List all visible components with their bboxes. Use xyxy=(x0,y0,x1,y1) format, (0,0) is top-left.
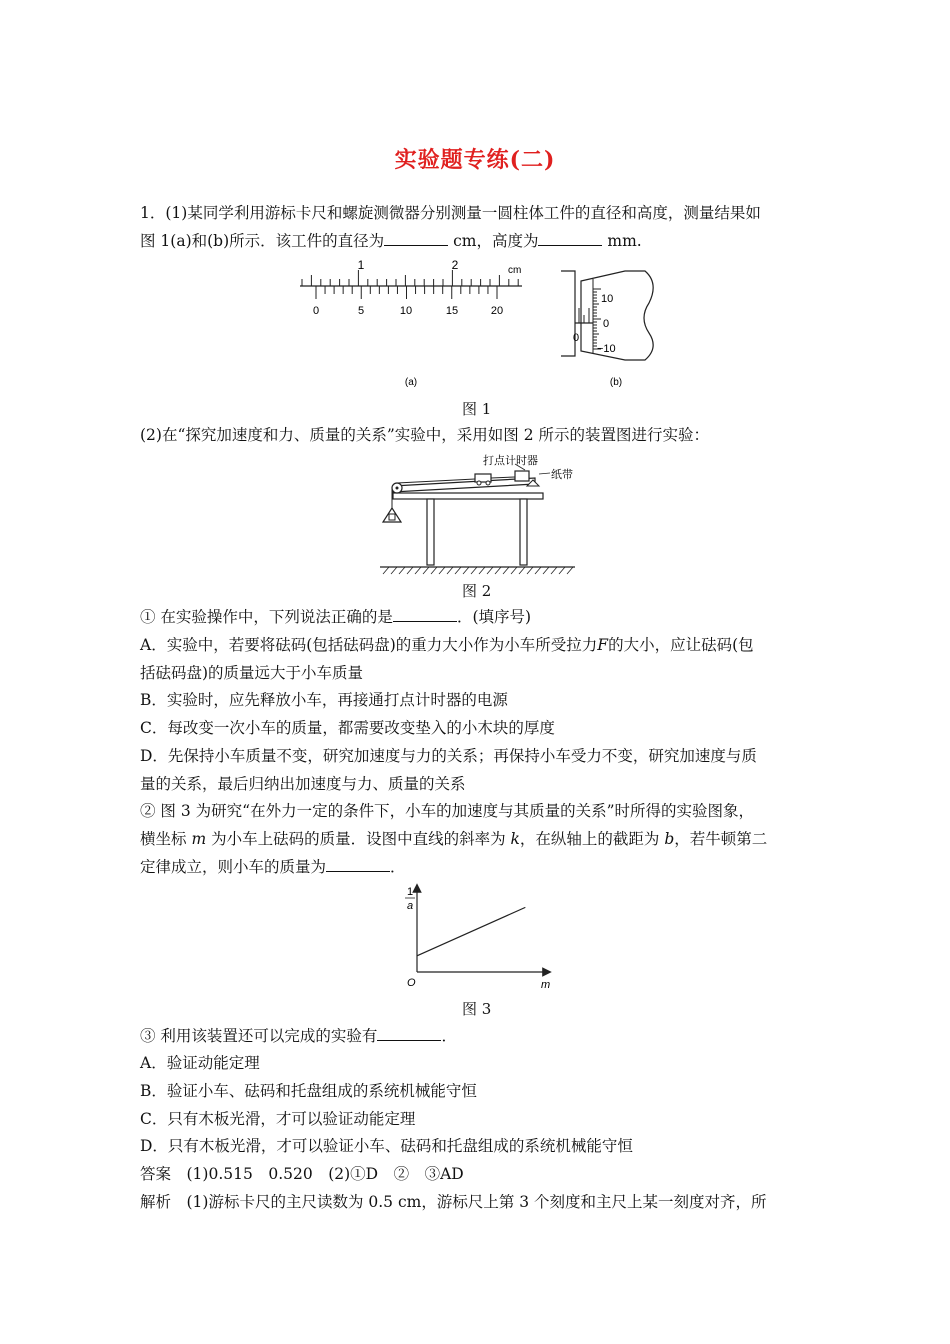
sub-question-2-line-1: ② 图 3 为研究“在外力一定的条件下，小车的加速度与其质量的关系”时所得的实验图象， xyxy=(140,802,754,820)
car-mass-blank[interactable] xyxy=(326,857,390,872)
analysis: 解析 (1)游标卡尺的主尺读数为 0.5 cm，游标尺上第 3 个刻度和主尺上某一刻度对齐，所 xyxy=(140,1193,767,1211)
unit-label: cm xyxy=(508,265,522,276)
sub-question-3-option-b: B．验证小车、砝码和托盘组成的系统机械能守恒 xyxy=(140,1082,477,1100)
vernier-label-10: 10 xyxy=(399,305,413,317)
vernier-label-15: 15 xyxy=(445,305,459,317)
sub-question-1-option-a-line-2: 括砝码盘)的质量远大于小车质量 xyxy=(140,664,364,682)
sub-question-3-option-d: D．只有木板光滑，才可以验证小车、砝码和托盘组成的系统机械能守恒 xyxy=(140,1137,633,1155)
series-line xyxy=(417,907,525,955)
figure-1b-label: (b) xyxy=(609,377,623,388)
sub-question-1-blank[interactable] xyxy=(393,607,457,622)
figure-1-caption: 图 1 xyxy=(462,400,492,418)
x-axis-label: m xyxy=(541,979,551,991)
figure-1a-label: (a) xyxy=(404,377,418,388)
figure-1a-vernier-caliper xyxy=(290,255,535,390)
sub-question-3-blank[interactable] xyxy=(377,1026,441,1041)
question-1-line-1: 1．(1)某同学利用游标卡尺和螺旋测微器分别测量一圆柱体工件的直径和高度，测量结果如 xyxy=(140,204,761,222)
vernier-label-5: 5 xyxy=(357,305,365,317)
sub-question-3-stem: ③ 利用该装置还可以完成的实验有 ． xyxy=(140,1027,457,1045)
sub-question-2-line-2: 横坐标 m 为小车上砝码的质量．设图中直线的斜率为 k，在纵轴上的截距为 b，若牛顿第二 xyxy=(140,830,768,848)
answer: 答案 (1)0.515 0.520 (2)①D ② ③AD xyxy=(140,1165,464,1183)
main-scale-label-1: 1 xyxy=(357,258,365,272)
timer-label: 打点计时器 xyxy=(483,455,538,467)
question-1-line-2: 图 1(a)和(b)所示．该工件的直径为 cm，高度为 mm. xyxy=(140,232,642,250)
sub-question-1-option-b: B．实验时，应先释放小车，再接通打点计时器的电源 xyxy=(140,691,508,709)
sub-question-1-option-d-line-1: D．先保持小车质量不变，研究加速度与力的关系；再保持小车受力不变，研究加速度与质 xyxy=(140,747,757,765)
main-scale-label-2: 2 xyxy=(451,258,459,272)
figure-2-apparatus xyxy=(375,450,585,575)
sub-question-1-option-d-line-2: 量的关系，最后归纳出加速度与力、质量的关系 xyxy=(140,775,466,793)
page-title: 实验题专练(二) xyxy=(394,147,556,173)
origin-label: O xyxy=(407,977,416,989)
micrometer-label-10: 10 xyxy=(601,293,614,305)
sub-question-3-option-c: C．只有木板光滑，才可以验证动能定理 xyxy=(140,1110,416,1128)
question-1-part-2-intro: (2)在“探究加速度和力、质量的关系”实验中，采用如图 2 所示的装置图进行实验： xyxy=(140,426,710,444)
sub-question-1-stem: ① 在实验操作中，下列说法正确的是 ．(填序号) xyxy=(140,608,532,626)
y-axis-label-numerator: 1 xyxy=(406,886,414,898)
micrometer-label-0: 0 xyxy=(603,318,610,330)
micrometer-zero-label: 0 xyxy=(573,332,580,344)
sub-question-2-line-3: 定律成立，则小车的质量为 ． xyxy=(140,858,406,876)
figure-3-graph xyxy=(395,882,555,994)
figure-2-caption: 图 2 xyxy=(462,582,492,600)
figure-1b-micrometer xyxy=(553,263,663,390)
height-blank[interactable] xyxy=(538,231,602,246)
micrometer-label-neg10: −10 xyxy=(597,343,616,355)
vernier-label-20: 20 xyxy=(490,305,504,317)
y-axis-label-denominator: a xyxy=(406,900,414,912)
sub-question-3-option-a: A．验证动能定理 xyxy=(140,1054,260,1072)
tape-label: 纸带 xyxy=(551,469,573,481)
sub-question-1-option-c: C．每改变一次小车的质量，都需要改变垫入的小木块的厚度 xyxy=(140,719,555,737)
vernier-label-0: 0 xyxy=(312,305,320,317)
diameter-blank[interactable] xyxy=(384,231,448,246)
sub-question-1-option-a-line-1: A．实验中，若要将砝码(包括砝码盘)的重力大小作为小车所受拉力F的大小，应让砝码(包 xyxy=(140,636,754,654)
figure-3-caption: 图 3 xyxy=(462,1000,492,1018)
